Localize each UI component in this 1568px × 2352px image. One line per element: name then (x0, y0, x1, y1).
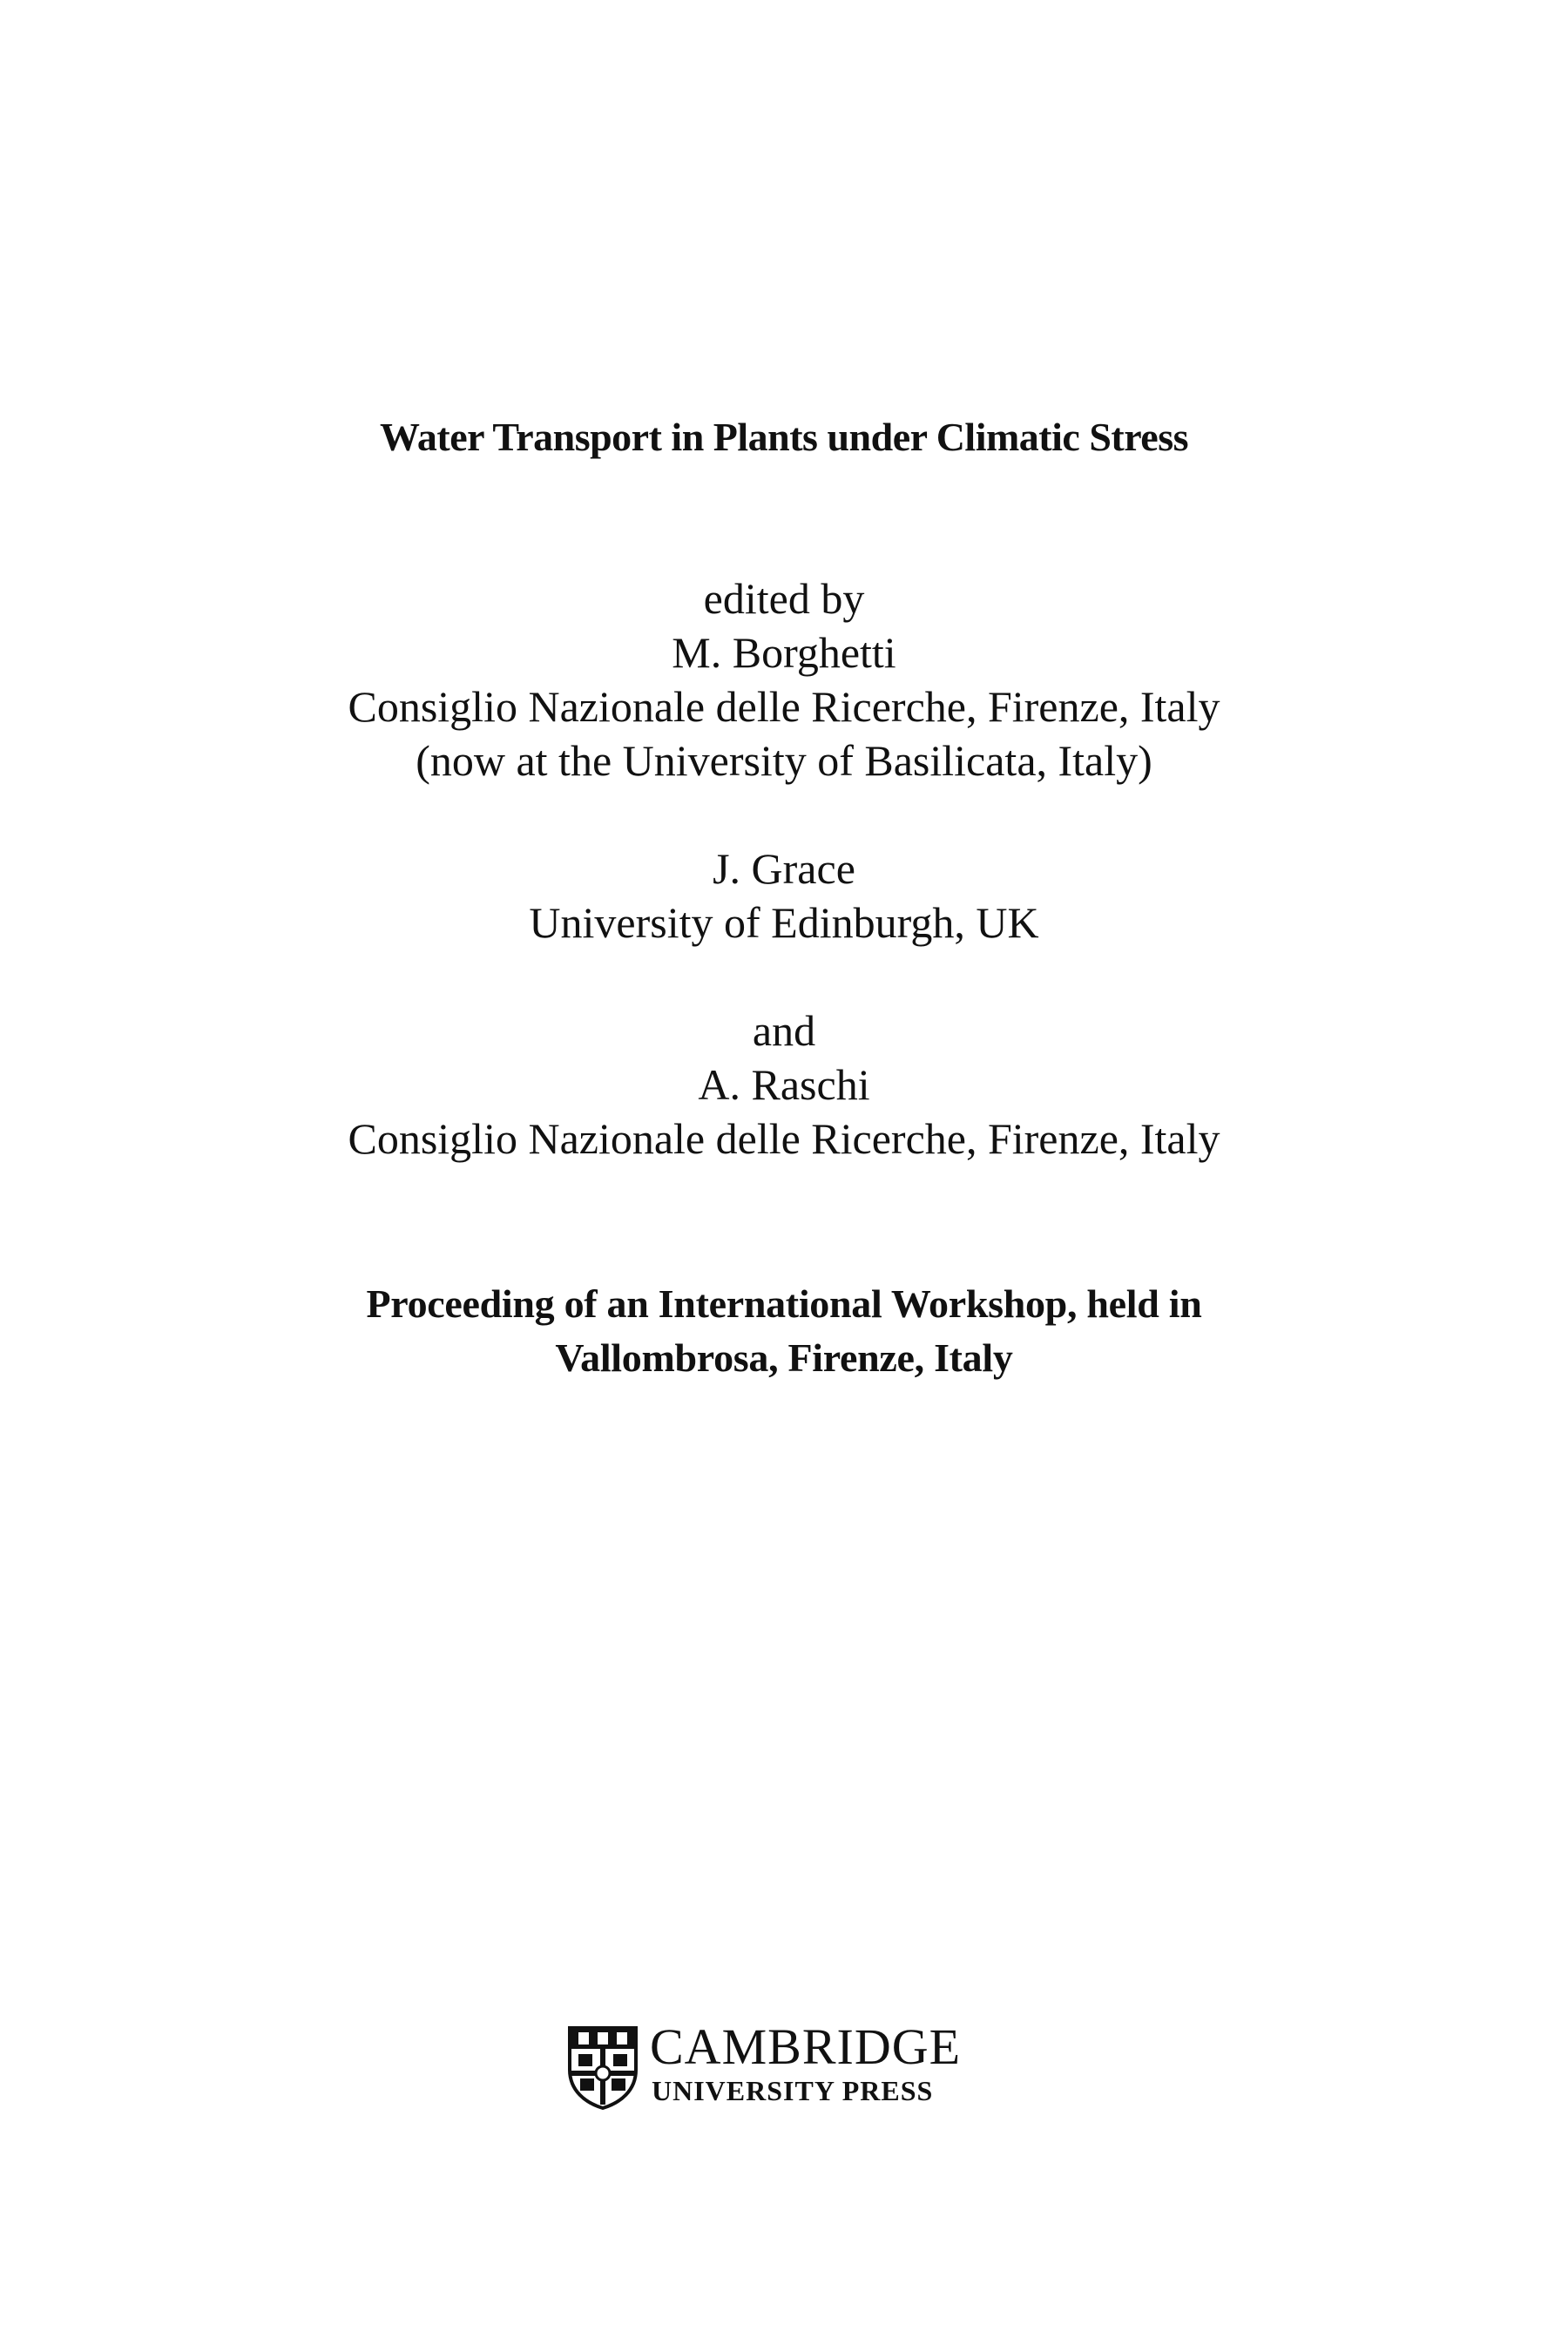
editor-2-affiliation: University of Edinburgh, UK (529, 898, 1039, 947)
editor-1-note: (now at the University of Basilicata, Italy) (416, 736, 1152, 785)
editor-1-affiliation: Consiglio Nazionale delle Ricerche, Firenze, Italy (348, 682, 1220, 731)
editors-block (0, 571, 1568, 1166)
book-title: Water Transport in Plants under Climatic Stress (379, 415, 1189, 459)
spacer (0, 950, 1568, 1004)
editor-3-affiliation: Consiglio Nazionale delle Ricerche, Firenze, Italy (348, 1114, 1220, 1163)
university-crest-icon (566, 2024, 639, 2110)
editor-2-name: J. Grace (713, 844, 855, 893)
spacer (0, 787, 1568, 841)
proceeding-note (0, 1277, 1568, 1385)
publisher-logo (566, 2019, 1019, 2115)
editor-3-name: A. Raschi (698, 1060, 870, 1109)
proceeding-line-1: Proceeding of an International Workshop, held in (366, 1281, 1202, 1326)
publisher-subtitle: UNIVERSITY PRESS (652, 2075, 934, 2106)
publisher-name: CAMBRIDGE (650, 2018, 962, 2075)
edited-by-label: edited by (703, 574, 865, 623)
and-label: and (752, 1006, 816, 1055)
editor-1-name: M. Borghetti (672, 628, 896, 677)
proceeding-line-2: Vallombrosa, Firenze, Italy (555, 1335, 1013, 1380)
